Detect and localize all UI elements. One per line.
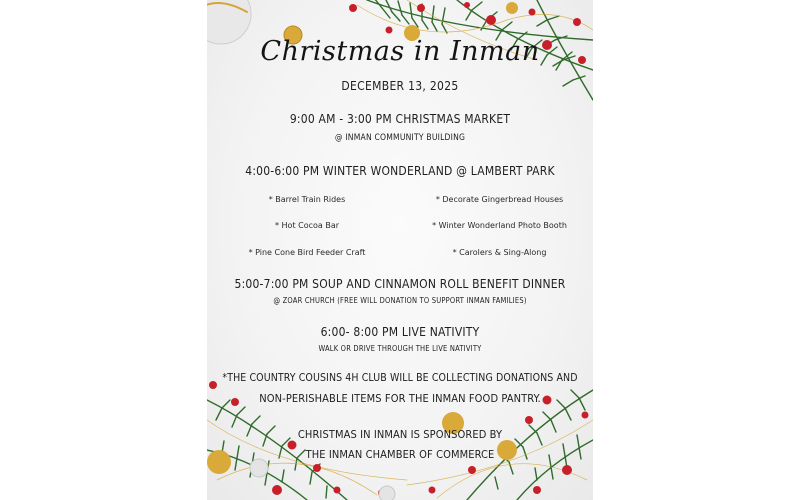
activity-item: * Hot Cocoa Bar — [274, 221, 340, 230]
activity-item: * Pine Cone Bird Feeder Craft — [248, 248, 366, 257]
dinner-headline: 5:00-7:00 PM SOUP AND CINNAMON ROLL BENEFIT DINNER — [234, 277, 566, 291]
flyer-title: Christmas in Inman — [260, 36, 540, 67]
sponsor-line: CHRISTMAS IN INMAN IS SPONSORED BY — [297, 428, 503, 441]
activity-item: * Barrel Train Rides — [268, 195, 346, 204]
event-flyer — [207, 0, 593, 500]
dinner-location: @ ZOAR CHURCH (FREE WILL DONATION TO SUPPORT INMAN FAMILIES) — [273, 296, 527, 305]
market-headline: 9:00 AM - 3:00 PM CHRISTMAS MARKET — [289, 112, 511, 126]
activity-item: * Carolers & Sing-Along — [452, 248, 547, 257]
donation-note-line: NON-PERISHABLE ITEMS FOR THE INMAN FOOD PANTRY. — [259, 392, 541, 405]
donation-note-line: *THE COUNTRY COUSINS 4H CLUB WILL BE COLLECTING DONATIONS AND — [222, 372, 578, 384]
nativity-headline: 6:00- 8:00 PM LIVE NATIVITY — [320, 325, 480, 339]
activity-item: * Decorate Gingerbread Houses — [435, 195, 564, 204]
wonderland-headline: 4:00-6:00 PM WINTER WONDERLAND @ LAMBERT PARK — [245, 164, 555, 178]
nativity-detail: WALK OR DRIVE THROUGH THE LIVE NATIVITY — [318, 344, 482, 353]
sponsor-line: THE INMAN CHAMBER OF COMMERCE — [305, 448, 495, 461]
market-location: @ INMAN COMMUNITY BUILDING — [334, 133, 466, 143]
activity-item: * Winter Wonderland Photo Booth — [432, 221, 567, 230]
event-date: DECEMBER 13, 2025 — [341, 79, 459, 93]
